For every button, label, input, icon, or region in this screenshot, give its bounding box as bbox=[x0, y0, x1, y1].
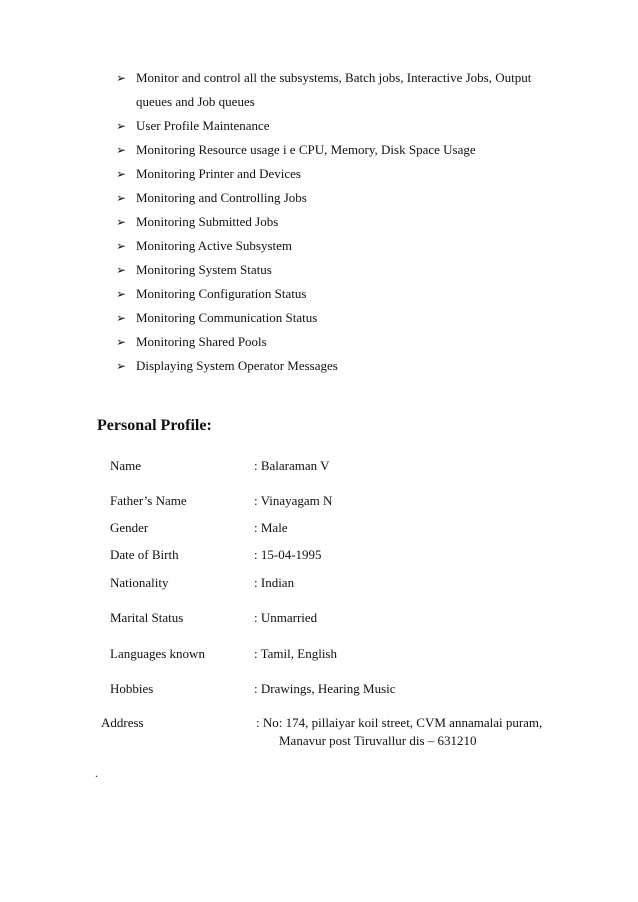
profile-value: : Male bbox=[254, 520, 288, 535]
profile-value: : Balaraman V bbox=[254, 458, 330, 473]
profile-value: : Drawings, Hearing Music bbox=[254, 681, 396, 696]
list-item-text: Monitoring Printer and Devices bbox=[136, 166, 301, 181]
list-item-text: Monitoring Resource usage i e CPU, Memory, Disk Space Usage bbox=[136, 142, 476, 157]
list-item bbox=[116, 210, 556, 234]
arrowhead-bullet-icon: ➢ bbox=[116, 263, 127, 277]
profile-label: Nationality bbox=[110, 575, 169, 590]
list-item bbox=[116, 138, 556, 162]
list-item-text: Monitoring and Controlling Jobs bbox=[136, 190, 307, 205]
profile-label: Gender bbox=[110, 520, 149, 535]
trailing-mark: . bbox=[95, 766, 98, 780]
list-item bbox=[116, 234, 556, 258]
duties-list bbox=[116, 66, 556, 378]
list-item bbox=[116, 66, 556, 114]
profile-label: Date of Birth bbox=[110, 547, 179, 562]
personal-profile-heading: Personal Profile: bbox=[97, 417, 212, 434]
profile-label: Name bbox=[110, 458, 142, 473]
arrowhead-bullet-icon: ➢ bbox=[116, 215, 127, 229]
profile-value: : Indian bbox=[254, 575, 295, 590]
list-item-text: Monitor and control all the subsystems, Batch jobs, Interactive Jobs, Output queues and Job queues bbox=[136, 70, 532, 109]
profile-label: Father’s Name bbox=[110, 493, 187, 508]
address-line-1: : No: 174, pillaiyar koil street, CVM annamalai puram, bbox=[256, 715, 543, 730]
profile-label: Address bbox=[101, 715, 144, 730]
list-item-text: Monitoring Communication Status bbox=[136, 310, 318, 325]
arrowhead-bullet-icon: ➢ bbox=[116, 71, 127, 85]
arrowhead-bullet-icon: ➢ bbox=[116, 191, 127, 205]
list-item bbox=[116, 162, 556, 186]
list-item-text: User Profile Maintenance bbox=[136, 118, 270, 133]
list-item bbox=[116, 330, 556, 354]
list-item bbox=[116, 282, 556, 306]
arrowhead-bullet-icon: ➢ bbox=[116, 119, 127, 133]
arrowhead-bullet-icon: ➢ bbox=[116, 311, 127, 325]
list-item-text: Monitoring Shared Pools bbox=[136, 334, 267, 349]
list-item-text: Monitoring System Status bbox=[136, 262, 272, 277]
address-line-2: Manavur post Tiruvallur dis – 631210 bbox=[279, 733, 477, 748]
arrowhead-bullet-icon: ➢ bbox=[116, 167, 127, 181]
profile-value: : Tamil, English bbox=[254, 646, 337, 661]
list-item bbox=[116, 186, 556, 210]
arrowhead-bullet-icon: ➢ bbox=[116, 287, 127, 301]
list-item bbox=[116, 354, 556, 378]
list-item-text: Monitoring Active Subsystem bbox=[136, 238, 292, 253]
arrowhead-bullet-icon: ➢ bbox=[116, 239, 127, 253]
arrowhead-bullet-icon: ➢ bbox=[116, 359, 127, 373]
profile-label: Hobbies bbox=[110, 681, 154, 696]
arrowhead-bullet-icon: ➢ bbox=[116, 335, 127, 349]
list-item bbox=[116, 306, 556, 330]
list-item-text: Displaying System Operator Messages bbox=[136, 358, 338, 373]
profile-value: : 15-04-1995 bbox=[254, 547, 322, 562]
list-item bbox=[116, 258, 556, 282]
list-item-text: Monitoring Submitted Jobs bbox=[136, 214, 279, 229]
list-item-text: Monitoring Configuration Status bbox=[136, 286, 307, 301]
list-item bbox=[116, 114, 556, 138]
profile-value: : Vinayagam N bbox=[254, 493, 333, 508]
profile-label: Marital Status bbox=[110, 610, 184, 625]
profile-label: Languages known bbox=[110, 646, 205, 661]
arrowhead-bullet-icon: ➢ bbox=[116, 143, 127, 157]
profile-value: : Unmarried bbox=[254, 610, 318, 625]
